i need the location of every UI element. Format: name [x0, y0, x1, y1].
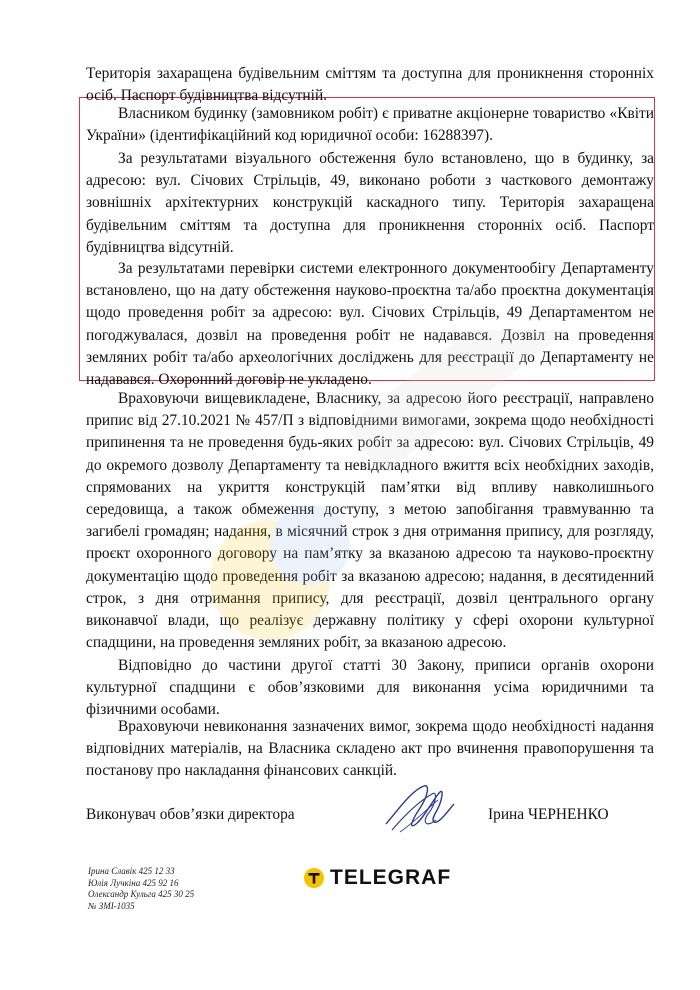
paragraph-order: Враховуючи вищевикладене, Власнику, за адресою його реєстрації, направлено припис від 27.10.2021 № 457/П з відповідними вимогами, зокрема щодо необхідності припинення та не проведення будь-яких робіт за адресою: вул. Січових Стрільців, 49 до окремого дозволу Департаменту та невідкладного вжиття всіх необхідних заходів, спрямованих на укриття конструкцій пам’ятки від впливу навколишнього середовища, а також обмеження доступу, з метою запобігання травмуванню та загибелі громадян; надання, в місячний строк з дня отримання припису, для розгляду, проєкт охоронного договору на пам’ятку за вказаною адресою та науково-проєктну документацію щодо проведення робіт за вказаною адресою; надання, в десятиденний строк, з дня отримання припису, для реєстрації, дозвіл центрального органу виконавчої влади, що реалізує державну політику у сфері охорони культурної спадщини, на проведення земляних робіт, за вказаною адресою. [86, 390, 654, 652]
paragraph-documentation: За результатами перевірки системи електронного документообігу Департаменту встановлено, що на дату обстеження науково-проєктна та/або проєктна документація щодо проведення робіт за адресою: вул. Січових Стрільців, 49 Департаментом не погоджувалася, дозвіл на проведення робіт не надавався. Дозвіл на проведення земляних робіт та/або археологічних досліджень для реєстрації до Департаменту не надавався. Охоронний договір не укладено. [86, 260, 654, 389]
signatory-name: Ірина ЧЕРНЕНКО [488, 806, 609, 823]
telegraf-logo-text: TELEGRAF [330, 866, 452, 889]
contact-line: Ірина Славік 425 12 33 [88, 866, 175, 876]
paragraph-law: Відповідно до частини другої статті 30 Закону, приписи органів охорони культурної спадщини є обов’язковими для виконання усіма юридичними та фізичними особами. [86, 657, 654, 719]
contact-line: № ЗМІ-1035 [88, 900, 135, 911]
telegraf-logo [303, 863, 451, 893]
contact-line: Олександр Кульга 425 30 25 [88, 889, 195, 899]
paragraph-sanctions: Враховуючи невиконання зазначених вимог, зокрема щодо необхідності надання відповідних матеріалів, на Власника складено акт про вчинення правопорушення та постанову про накладання фінансових санкцій. [86, 718, 654, 780]
contacts-block [88, 866, 194, 912]
paragraph-inspection: За результатами візуального обстеження було встановлено, що в будинку, за адресою: вул. Січових Стрільців, 49, виконано роботи з часткового демонтажу зовнішніх архітектурних конструкцій каскадного типу. Територія захаращена будівельним сміттям та доступна для проникнення сторонніх осіб. Паспорт будівництва відсутній. [86, 150, 654, 256]
paragraph-intro: Територія захаращена будівельним сміттям та доступна для проникнення сторонніх осіб. Паспорт будівництва відсутній. [86, 65, 654, 105]
telegraf-logo-icon [303, 867, 325, 889]
handwritten-signature [378, 780, 458, 838]
paragraph-owner: Власником будинку (замовником робіт) є приватне акціонерне товариство «Квіти України» (ідентифікаційний код юридичної особи: 16288397). [86, 105, 654, 145]
contact-line: Юлія Лучкіна 425 92 16 [88, 877, 179, 888]
signatory-position: Виконувач обов’язки директора [86, 806, 295, 823]
